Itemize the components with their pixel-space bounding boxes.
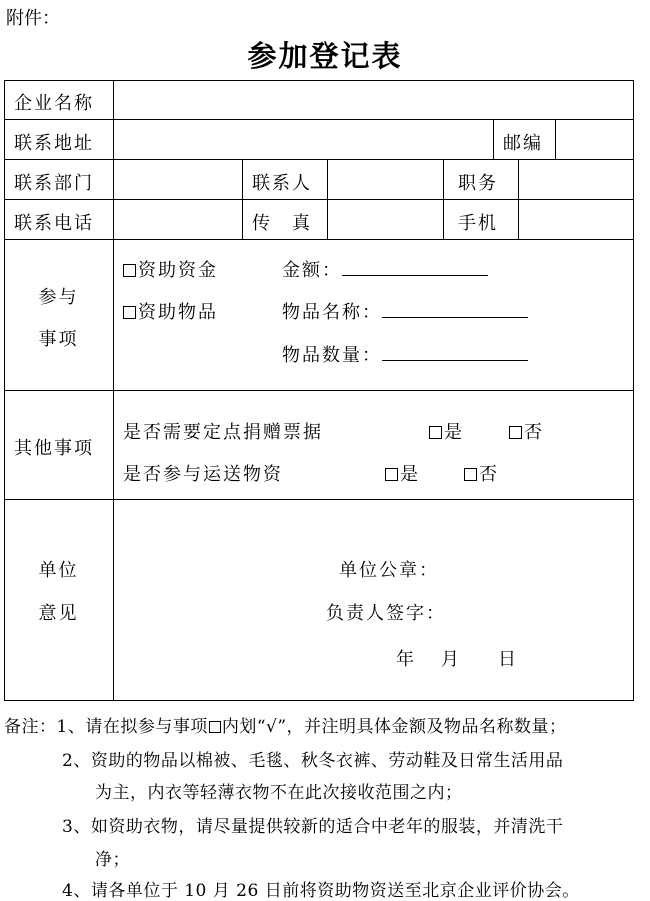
opinion-label-line2: 意见 — [38, 603, 79, 624]
transport-yes[interactable] — [385, 460, 420, 486]
goods-option[interactable] — [123, 298, 218, 324]
position-label: 职务 — [458, 173, 498, 194]
day-label: 日 — [498, 649, 518, 670]
transport-no-checkbox[interactable] — [464, 468, 477, 481]
fax-field[interactable] — [330, 201, 441, 237]
table-rule — [4, 159, 634, 160]
other-label: 其他事项 — [14, 438, 94, 459]
goods-qty-label: 物品数量： — [282, 345, 382, 366]
form-title: 参加登记表 — [247, 39, 403, 73]
transport-question: 是否参与运送物资 — [123, 464, 283, 485]
goods-option-label: 资助物品 — [138, 302, 218, 323]
goods-name-row — [282, 298, 528, 324]
transport-no[interactable] — [464, 460, 499, 486]
table-rule — [555, 119, 556, 159]
note-3a: 3、如资助衣物，请尽量提供较新的适合中老年的服装，并清洗干 — [62, 817, 564, 837]
department-label: 联系部门 — [14, 173, 94, 194]
amount-label: 金额： — [282, 260, 342, 281]
note-1-lead: 备注：1、请在拟参与事项 — [4, 717, 208, 737]
goods-qty-row — [282, 341, 528, 367]
table-rule — [4, 199, 634, 200]
checkbox-sample-icon — [209, 721, 221, 733]
receipt-yes[interactable] — [429, 418, 464, 444]
goods-name-label: 物品名称： — [282, 302, 382, 323]
fund-option[interactable] — [123, 256, 218, 282]
address-field[interactable] — [116, 121, 491, 157]
company-name-label: 企业名称 — [14, 93, 94, 114]
position-field[interactable] — [521, 161, 632, 197]
seal-label: 单位公章： — [339, 560, 439, 581]
participation-label-line1: 参与 — [38, 287, 79, 308]
postcode-label: 邮编 — [503, 133, 543, 154]
receipt-yes-label: 是 — [444, 422, 464, 443]
signature-label: 负责人签字： — [326, 603, 446, 624]
table-rule — [327, 159, 328, 239]
note-3b: 净； — [95, 850, 130, 870]
note-1-tail: 内划“√”，并注明具体金额及物品名称数量； — [221, 717, 567, 737]
transport-yes-label: 是 — [400, 464, 420, 485]
receipt-no-checkbox[interactable] — [509, 426, 522, 439]
transport-no-label: 否 — [479, 464, 499, 485]
goods-name-field[interactable] — [382, 299, 528, 318]
table-rule — [518, 159, 519, 239]
fax-label: 传 真 — [252, 213, 312, 234]
note-4: 4、请各单位于 10 月 26 日前将资助物资送至北京企业评价协会。 — [62, 881, 580, 901]
fund-checkbox[interactable] — [123, 264, 136, 277]
year-label: 年 — [396, 649, 416, 670]
month-label: 月 — [441, 649, 461, 670]
table-rule — [242, 159, 243, 239]
table-rule — [443, 159, 444, 239]
transport-yes-checkbox[interactable] — [385, 468, 398, 481]
mobile-field[interactable] — [521, 201, 632, 237]
receipt-yes-checkbox[interactable] — [429, 426, 442, 439]
amount-field[interactable] — [342, 257, 488, 276]
fund-option-label: 资助资金 — [138, 260, 218, 281]
table-rule — [113, 80, 114, 701]
opinion-label-line1: 单位 — [38, 560, 79, 581]
postcode-field[interactable] — [558, 121, 632, 157]
goods-checkbox[interactable] — [123, 306, 136, 319]
receipt-no[interactable] — [509, 418, 544, 444]
table-rule — [4, 390, 634, 391]
phone-field[interactable] — [116, 201, 240, 237]
attachment-label: 附件： — [6, 8, 60, 29]
receipt-no-label: 否 — [524, 422, 544, 443]
table-rule — [4, 119, 634, 120]
amount-row — [282, 256, 488, 282]
goods-qty-field[interactable] — [382, 342, 528, 361]
company-name-field[interactable] — [116, 82, 632, 118]
participation-label-line2: 事项 — [38, 329, 79, 350]
phone-label: 联系电话 — [14, 213, 94, 234]
receipt-question: 是否需要定点捐赠票据 — [123, 422, 323, 443]
contact-person-field[interactable] — [330, 161, 441, 197]
address-label: 联系地址 — [14, 133, 94, 154]
contact-person-label: 联系人 — [252, 173, 312, 194]
department-field[interactable] — [116, 161, 240, 197]
mobile-label: 手机 — [458, 213, 498, 234]
note-2a: 2、资助的物品以棉被、毛毯、秋冬衣裤、劳动鞋及日常生活用品 — [62, 751, 564, 771]
table-rule — [4, 239, 634, 240]
note-1 — [4, 712, 567, 737]
table-rule — [4, 499, 634, 500]
note-2b: 为主，内衣等轻薄衣物不在此次接收范围之内； — [95, 783, 463, 803]
table-rule — [493, 119, 494, 159]
